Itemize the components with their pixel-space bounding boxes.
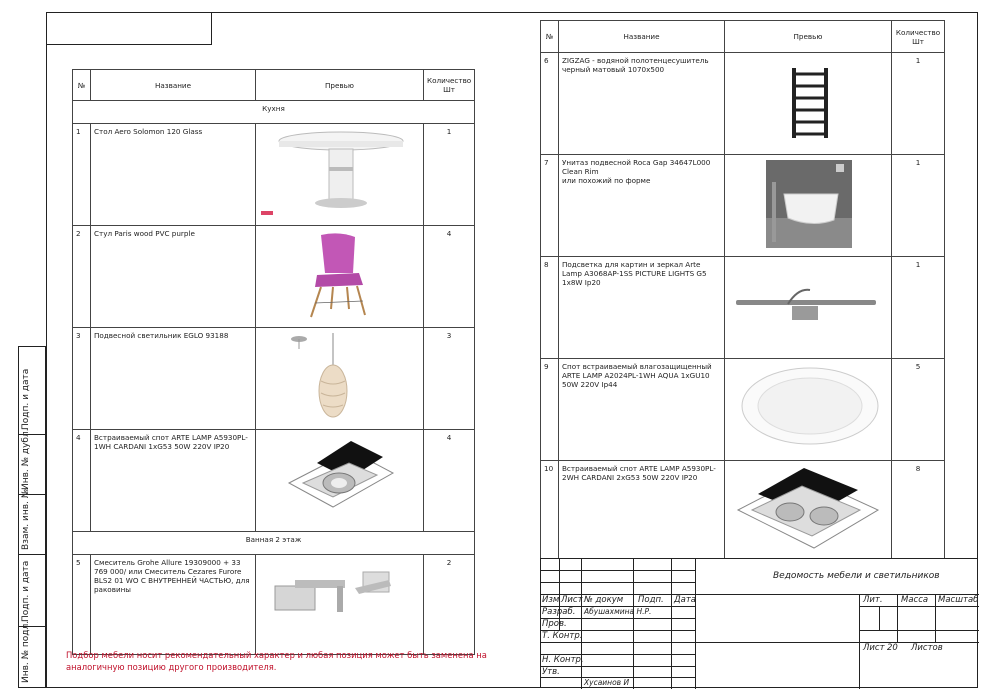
row-num: 10 — [541, 461, 559, 563]
table-row — [541, 155, 945, 257]
header-num: № — [73, 70, 91, 101]
row-name: Встраиваемый спот ARTE LAMP A5930PL-1WH CARDANI 1xG53 50W 220V IP20 — [91, 430, 256, 532]
header-num: № — [541, 21, 559, 53]
row-num: 8 — [541, 257, 559, 359]
left-spec-table — [72, 69, 475, 655]
side-cell — [19, 488, 45, 555]
header-qty: Количество Шт — [892, 21, 945, 53]
row-qty: 3 — [424, 328, 475, 430]
stamp-prov: Пров. — [542, 619, 567, 629]
stamp-razrab: Разраб. — [542, 607, 576, 617]
row-qty: 1 — [892, 53, 945, 155]
preview-table — [256, 124, 424, 226]
row-qty: 1 — [424, 124, 475, 226]
stamp-data: Дата — [674, 595, 697, 605]
section-kitchen: Кухня — [73, 101, 475, 124]
side-label: Подп. и дата — [21, 368, 31, 430]
stamp-tkontr: Т. Контр. — [542, 631, 583, 641]
stamp-list: Лист — [561, 595, 583, 605]
row-num: 4 — [73, 430, 91, 532]
row-name: Подсветка для картин и зеркал Arte Lamp A3068AP-1SS PICTURE LIGHTS G5 1x8W Ip20 — [559, 257, 725, 359]
table-row — [73, 555, 475, 655]
table-row — [73, 430, 475, 532]
side-label: Инв. № подл. — [21, 620, 31, 683]
stamp-sheets-label: Листов — [911, 643, 943, 653]
top-corner-box — [46, 12, 212, 45]
row-name: Спот встраиваемый влагозащищенный ARTE LAMP A2024PL-1WH AQUA 1xGU10 50W 220V Ip44 — [559, 359, 725, 461]
side-label: Инв. № дубл. — [21, 428, 31, 490]
preview-towel-rail — [725, 53, 892, 155]
row-num: 3 — [73, 328, 91, 430]
section-bath: Ванная 2 этаж — [73, 532, 475, 555]
row-name: Стол Aero Solomon 120 Glass — [91, 124, 256, 226]
right-spec-table — [540, 20, 945, 563]
stamp-razrab-name: Абушахмина Н.Р. — [584, 607, 652, 616]
preview-faucet — [256, 555, 424, 655]
row-qty: 4 — [424, 226, 475, 328]
preview-round-spot — [725, 359, 892, 461]
table-row — [73, 124, 475, 226]
side-label: Подп. и дата — [21, 560, 31, 622]
header-preview: Превью — [725, 21, 892, 53]
stamp-izm: Изм — [542, 595, 560, 605]
side-cell — [19, 555, 45, 627]
stamp-utv: Утв. — [542, 667, 560, 677]
title-block — [540, 558, 978, 688]
stamp-nkontr: Н. Контр. — [542, 655, 584, 665]
row-qty: 8 — [892, 461, 945, 563]
table-row — [73, 328, 475, 430]
row-num: 1 — [73, 124, 91, 226]
row-qty: 1 — [892, 155, 945, 257]
stamp-masshtab: Масштаб — [938, 595, 979, 605]
side-label: Взам. инв. № — [21, 488, 31, 550]
row-num: 9 — [541, 359, 559, 461]
table-row — [541, 461, 945, 563]
table-row — [541, 359, 945, 461]
document-title: Ведомость мебели и светильников — [773, 571, 940, 581]
disclaimer-note: Подбор мебели носит рекомендательный характер и любая позиция может быть заменена на аналогичную позицию другого производителя. — [66, 650, 487, 672]
stamp-sheet-label: Лист — [863, 643, 885, 653]
preview-spot-double — [725, 461, 892, 563]
row-num: 7 — [541, 155, 559, 257]
row-name: Стул Paris wood PVC purple — [91, 226, 256, 328]
stamp-massa: Масса — [901, 595, 929, 605]
row-qty: 2 — [424, 555, 475, 655]
stamp-sheet-num: 20 — [887, 643, 898, 653]
header-name: Название — [559, 21, 725, 53]
row-name: Унитаз подвесной Roca Gap 34647L000 Clean Rim или похожий по форме — [559, 155, 725, 257]
side-strip — [18, 346, 46, 688]
stamp-podp: Подп. — [638, 595, 664, 605]
header-preview: Превью — [256, 70, 424, 101]
header-name: Название — [91, 70, 256, 101]
table-row — [541, 257, 945, 359]
preview-pendant-lamp — [256, 328, 424, 430]
stamp-ndoc: № докум — [584, 595, 624, 605]
row-num: 6 — [541, 53, 559, 155]
table-row — [73, 226, 475, 328]
row-qty: 4 — [424, 430, 475, 532]
side-cell — [19, 347, 45, 435]
row-num: 2 — [73, 226, 91, 328]
preview-picture-light — [725, 257, 892, 359]
row-name: Встраиваемый спот ARTE LAMP A5930PL-2WH CARDANI 2xG53 50W 220V IP20 — [559, 461, 725, 563]
preview-chair — [256, 226, 424, 328]
side-cell — [19, 620, 45, 687]
row-name: Подвесной светильник EGLO 93188 — [91, 328, 256, 430]
side-cell — [19, 428, 45, 495]
row-qty: 5 — [892, 359, 945, 461]
preview-spot-single — [256, 430, 424, 532]
row-name: ZIGZAG - водяной полотенцесушитель черный матовый 1070х500 — [559, 53, 725, 155]
stamp-utv-name: Хусаинов И — [584, 678, 630, 687]
row-num: 5 — [73, 555, 91, 655]
preview-toilet — [725, 155, 892, 257]
header-qty: Количество Шт — [424, 70, 475, 101]
row-name: Смеситель Grohe Allure 19309000 + 33 769 000/ или Смеситель Cezares Furore BLS2 01 WO С ВНУТРЕННЕЙ ЧАСТЬЮ, для раковины — [91, 555, 256, 655]
table-row — [541, 53, 945, 155]
stamp-lit: Лит. — [863, 595, 883, 605]
row-qty: 1 — [892, 257, 945, 359]
